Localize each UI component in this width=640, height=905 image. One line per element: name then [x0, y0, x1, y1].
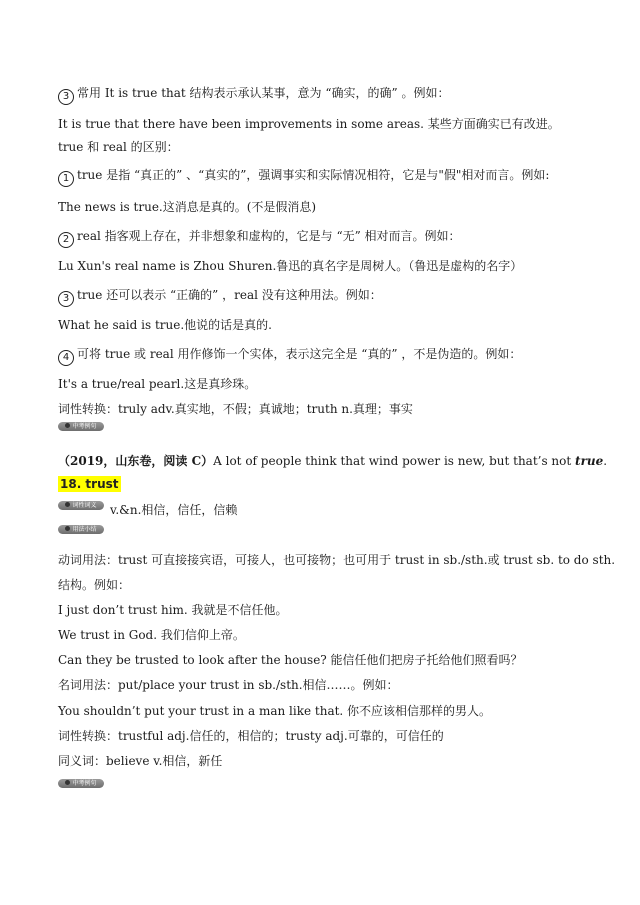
text-line	[58, 227, 461, 248]
text-line: Lu Xun's real name is Zhou Shuren.鲁迅的真名字是周树人。（鲁迅是虚构的名字）	[58, 259, 523, 273]
text-line	[58, 286, 382, 307]
text-line: true 和 real 的区别：	[58, 140, 179, 154]
text-line: 词性转换：truly adv.真实地，不假；真诚地；truth n.真理；事实	[58, 402, 413, 416]
text-line: It is true that there have been improvements in some areas. 某些方面确实已有改进。	[58, 117, 560, 131]
emphasis-word: true	[575, 454, 604, 468]
text-line: Can they be trusted to look after the house? 能信任他们把房子托给他们照看吗？	[58, 653, 523, 667]
text-line: 词性转换：trustful adj.信任的，相信的；trusty adj.可靠的，可信任的	[58, 729, 444, 743]
text-line: I just don’t trust him. 我就是不信任他。	[58, 603, 288, 617]
text-line	[58, 166, 549, 187]
line-text: real 指客观上存在，并非想象和虚构的，它是与 “无” 相对而言。例如：	[77, 229, 461, 243]
text-line: 动词用法：trust 可直接接宾语，可接人，也可接物；也可用于 trust in sb./sth.或 trust sb. to do sth.	[58, 553, 616, 567]
tag-label: 中考例句	[72, 423, 97, 430]
text-line: We trust in God. 我们信仰上帝。	[58, 628, 245, 642]
bullet-icon	[65, 526, 70, 531]
section-tag	[58, 779, 104, 788]
exam-sentence: A lot of people think that wind power is new, but that’s not	[213, 454, 576, 468]
tag-label: 用法小结	[72, 526, 97, 533]
circled-number: 3	[58, 89, 74, 105]
text-line: What he said is true.他说的话是真的.	[58, 318, 272, 332]
exam-example	[58, 452, 607, 470]
exam-source: （2019，山东卷，阅读 C）	[58, 454, 214, 468]
text-line: 名词用法：put/place your trust in sb./sth.相信……。例如：	[58, 678, 399, 692]
text-line: You shouldn’t put your trust in a man like that. 你不应该相信那样的男人。	[58, 704, 492, 718]
text-line: The news is true.这消息是真的。(不是假消息)	[58, 200, 317, 214]
line-text: 常用 It is true that 结构表示承认某事，意为 “确实，的确” 。例如：	[77, 86, 450, 100]
text-line: 同义词：believe v.相信，新任	[58, 754, 223, 768]
bullet-icon	[65, 502, 70, 507]
tag-label: 中考例句	[72, 780, 97, 787]
text-line	[58, 345, 521, 366]
circled-number: 1	[58, 171, 74, 187]
circled-number: 3	[58, 291, 74, 307]
section-tag	[58, 501, 104, 510]
text-line: It's a true/real pearl.这是真珍珠。	[58, 377, 257, 391]
definition: v.&n.相信，信任，信赖	[110, 503, 238, 517]
line-text: true 还可以表示 “正确的” ，real 没有这种用法。例如：	[77, 288, 382, 302]
section-tag	[58, 525, 104, 534]
bullet-icon	[65, 780, 70, 785]
section-tag	[58, 422, 104, 431]
line-text: true 是指 “真正的” 、“真实的”，强调事实和实际情况相符，它是与"假"相对而言。例如:	[77, 168, 550, 182]
tag-label: 词性词义	[72, 502, 97, 509]
headword-highlight: 18. trust	[60, 477, 119, 491]
exam-end: .	[603, 454, 608, 468]
bullet-icon	[65, 423, 70, 428]
text-line	[58, 84, 449, 105]
circled-number: 4	[58, 350, 74, 366]
text-line: 结构。例如：	[58, 578, 131, 592]
circled-number: 2	[58, 232, 74, 248]
line-text: 可将 true 或 real 用作修饰一个实体，表示这完全是 “真的” ，不是伪造的。例如：	[77, 347, 522, 361]
